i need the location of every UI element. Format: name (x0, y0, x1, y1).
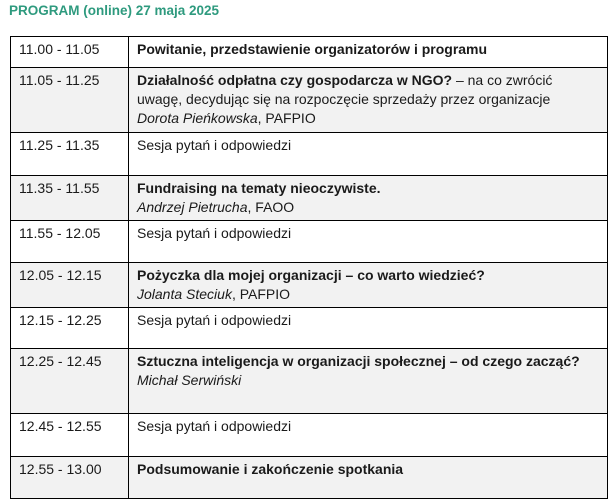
time-cell: 11.05 - 11.25 (11, 68, 129, 133)
session-title: Sesja pytań i odpowiedzi (137, 225, 292, 241)
session-cell (129, 349, 608, 414)
speaker-org: , PAFPIO (231, 286, 291, 302)
time-cell: 11.35 - 11.55 (11, 176, 129, 221)
session-cell (129, 176, 608, 221)
time-cell: 12.05 - 12.15 (11, 263, 129, 308)
agenda-body (11, 37, 608, 499)
program-heading: PROGRAM (online) 27 maja 2025 (9, 3, 220, 18)
time-cell: 12.15 - 12.25 (11, 308, 129, 349)
agenda-row (11, 263, 608, 308)
time-cell: 11.25 - 11.35 (11, 133, 129, 176)
time-cell: 12.25 - 12.45 (11, 349, 129, 414)
session-title: Sesja pytań i odpowiedzi (137, 312, 292, 328)
session-title: Sesja pytań i odpowiedzi (137, 418, 292, 434)
speaker-name: Jolanta Steciuk (137, 286, 232, 302)
speaker-name: Michał Serwiński (137, 372, 242, 388)
session-description: – na co zwrócić uwagę, decydując się na rozpoczęcie sprzedaży przez organizacje (137, 72, 553, 107)
session-title: Działalność odpłatna czy gospodarcza w NGO? (137, 72, 453, 88)
agenda-row (11, 349, 608, 414)
session-cell (129, 221, 608, 263)
time-cell: 12.45 - 12.55 (11, 414, 129, 457)
speaker-org: , FAOO (247, 199, 295, 215)
session-title: Fundraising na tematy nieoczywiste. (137, 180, 381, 196)
time-cell: 11.55 - 12.05 (11, 221, 129, 263)
session-title: Sesja pytań i odpowiedzi (137, 137, 292, 153)
session-cell (129, 37, 608, 68)
agenda-row (11, 457, 608, 499)
agenda-row (11, 176, 608, 221)
agenda-table (10, 36, 608, 499)
agenda-row (11, 414, 608, 457)
session-cell (129, 457, 608, 499)
session-cell (129, 308, 608, 349)
session-title: Podsumowanie i zakończenie spotkania (137, 461, 404, 477)
session-cell (129, 414, 608, 457)
session-cell (129, 68, 608, 133)
agenda-row (11, 133, 608, 176)
agenda-row (11, 37, 608, 68)
time-cell: 12.55 - 13.00 (11, 457, 129, 499)
agenda-row (11, 221, 608, 263)
time-cell: 11.00 - 11.05 (11, 37, 129, 68)
session-cell (129, 133, 608, 176)
session-cell (129, 263, 608, 308)
agenda-row (11, 308, 608, 349)
session-title: Sztuczna inteligencja w organizacji społecznej – od czego zacząć? (137, 353, 580, 369)
agenda-row (11, 68, 608, 133)
speaker-name: Andrzej Pietrucha (137, 199, 248, 215)
session-title: Powitanie, przedstawienie organizatorów i programu (137, 41, 488, 57)
speaker-org: , PAFPIO (257, 110, 316, 126)
speaker-name: Dorota Pieńkowska (137, 110, 258, 126)
session-title: Pożyczka dla mojej organizacji – co warto wiedzieć? (137, 267, 485, 283)
